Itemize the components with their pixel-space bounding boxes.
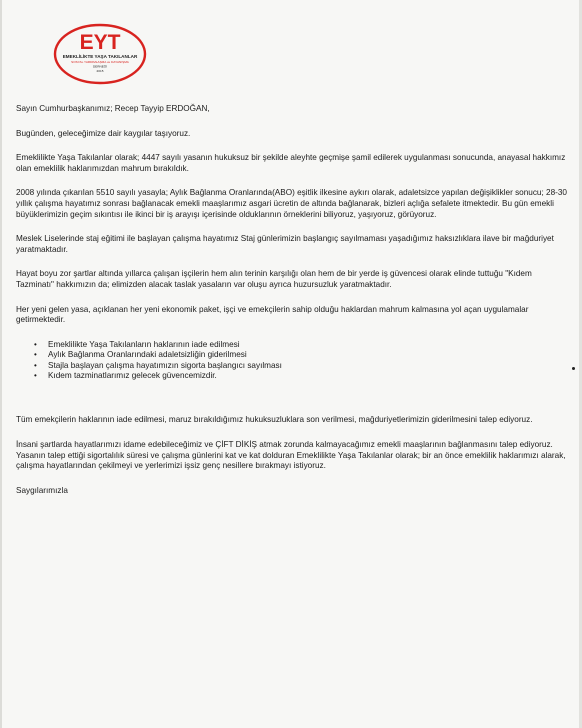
logo-line-3: DERNEĞİ <box>92 64 108 69</box>
scan-edge-left <box>0 0 2 728</box>
paragraph-6: Tüm emekçilerin haklarının iade edilmesi, maruz bırakıldığımız hukuksuzluklara son verilmesi, mağduriyetlerimizin giderilmesini talep ediyoruz. <box>16 415 533 425</box>
scan-dot <box>572 367 575 370</box>
list-item: • Aylık Bağlanma Oranlarındaki adaletsizliğin giderilmesi <box>38 350 568 360</box>
list-item: • Kıdem tazminatlarımız gelecek güvencemizdir. <box>38 371 568 381</box>
paragraph-4: Hayat boyu zor şartlar altında yıllarca çalışan işçilerin hem alın terinin karşılığı olan hem de bir yerde iş güvencesi olarak elinde tuttuğu "Kıdem Tazminatı" hakkımızın da; elimizden alacak taslak yasaların var oluşu ayrıca huzursuzluk yaratmaktadır. <box>16 269 532 289</box>
logo-line-2: SOSYAL YARDIMLAŞMA ve DAYANIŞMA <box>71 60 129 64</box>
list-item: • Emeklilikte Yaşa Takılanların haklarının iade edilmesi <box>38 340 568 350</box>
list-item: • Stajla başlayan çalışma hayatımızın sigorta başlangıcı sayılması <box>38 361 568 371</box>
paragraph-5: Her yeni gelen yasa, açıklanan her yeni ekonomik paket, işçi ve emekçilerin sahip olduğu haklardan mahrum kalmasına yol açan uygulamalar getirmektedir. <box>16 304 529 325</box>
association-logo <box>53 22 147 86</box>
paragraph-1: Emeklilikte Yaşa Takılanlar olarak; 4447 sayılı yasanın hukuksuz bir şekilde aleyhte geçmişe şamil edilerek uygulanması sonucunda, anayasal hakkımız olan emeklilik haklarımızdan mahrum bırakıldık. <box>16 153 566 173</box>
paragraph-3: Meslek Liselerinde staj eğitimi ile başlayan çalışma hayatımız Staj günlerimizin başlangıç sayılmaması yaşadığımız haksızlıklara ilave bir mağduriyet yaratmaktadır. <box>16 234 554 254</box>
demands-list <box>16 340 568 382</box>
paragraph-2: 2008 yılında çıkarılan 5510 sayılı yasayla; Aylık Bağlanma Oranlarında(ABO) eşitlik ilkesine aykırı olarak, adaletsizce yapılan değişiklikler sonucu; 28-30 yıllık çalışma hayatımız sonrası bağlanacak emekli maaşlarımız asgari ücretin de altında bağlanarak, bizleri açlığa sefalete itmektedir. Bu gün emekli büyüklerimizin geçim sıkıntısı ile ikinci bir iş arayışı içerisinde olduklarının örneklerini biliyoruz, yaşıyoruz, görüyoruz. <box>16 188 567 219</box>
logo-line-4: 2015 <box>96 69 104 73</box>
logo-letters: EYT <box>79 31 121 54</box>
intro-paragraph: Bugünden, geleceğimize dair kaygılar taşıyoruz. <box>16 128 191 138</box>
letter-body <box>16 104 568 505</box>
logo-line-1: EMEKLİLİKTE YAŞA TAKILANLAR <box>62 54 138 59</box>
salutation: Sayın Cumhurbaşkanımız; Recep Tayyip ERDOĞAN, <box>16 104 210 113</box>
paragraph-7: İnsani şartlarda hayatlarımızı idame edebileceğimiz ve ÇİFT DİKİŞ atmak zorunda kalmayacağımız emekli maaşlarının bağlanmasını talep ediyoruz. Yasanın talep ettiği sigortalılık süresi ve çalışma günlerini kat ve kat dolduran Emeklilikte Yaşa Takılanlar olarak; bir an önce emeklilik haklarımızı alarak, çalışma hayatlarından çekilmeyi ve yerlerimizi işsiz genç nesillere bırakmayı istiyoruz. <box>16 439 566 471</box>
closing: Saygılarımızla <box>16 485 68 495</box>
eyt-logo-icon <box>53 22 147 86</box>
